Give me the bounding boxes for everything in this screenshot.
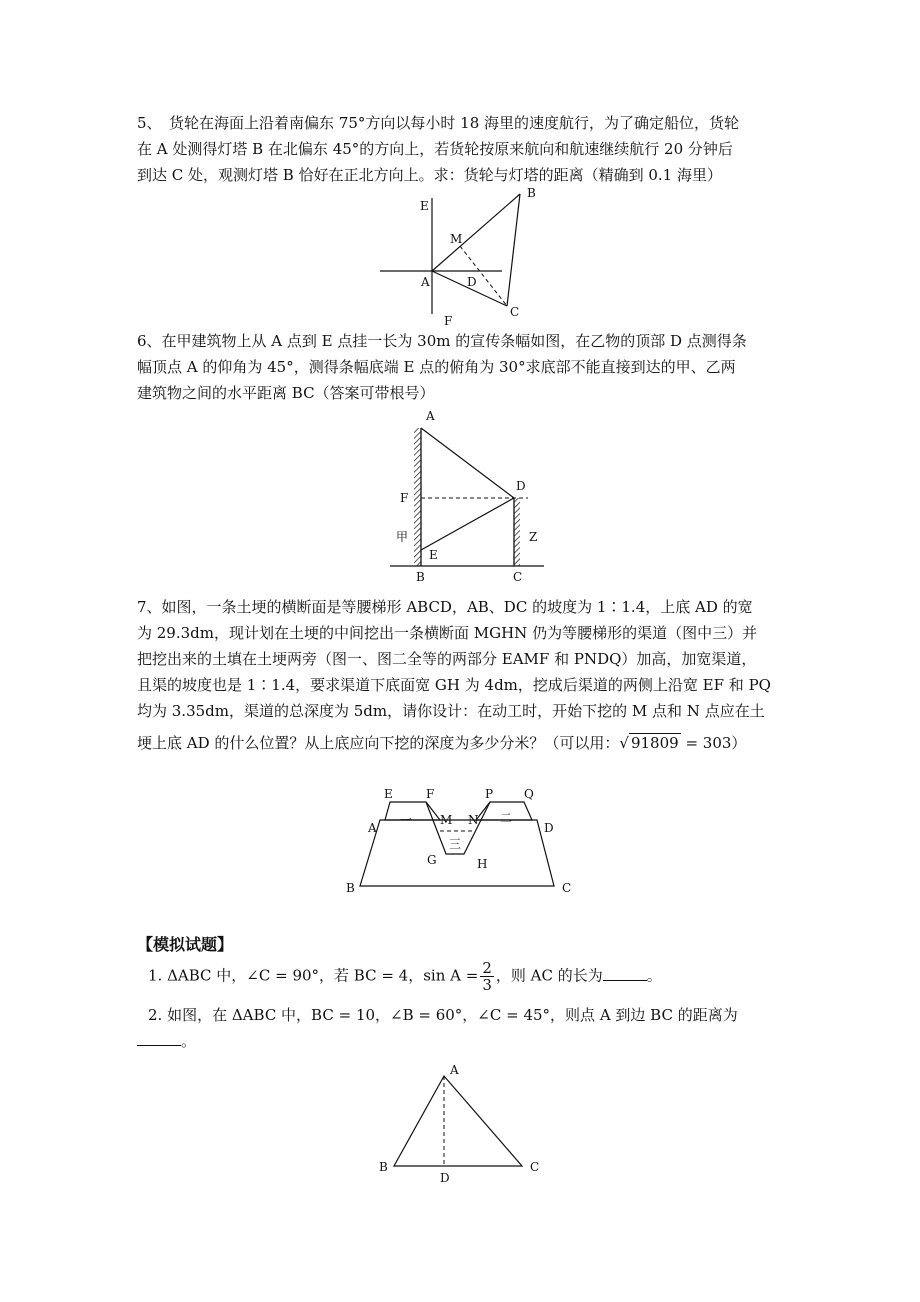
fraction-two-thirds [480,960,494,993]
label-G: G [427,853,437,867]
label-D: D [544,821,554,835]
label-jia: 甲 [396,530,409,544]
label-Z: Z [529,530,538,544]
section-heading: 【模拟试题】 [137,935,234,954]
label-B: B [527,186,536,200]
sqrt-result: = 303） [685,734,747,752]
problem-5-line-1: 5、 货轮在海面上沿着南偏东 75°方向以每小时 18 海里的速度航行，为了确定船位，货轮 [137,114,740,132]
problem-6-figure [380,404,560,586]
label-N: N [468,813,479,827]
question-2-line-1: 2. 如图，在 ΔABC 中，BC = 10，∠B = 60°，∠C = 45°，则点 A 到边 BC 的距离为 [148,1006,738,1024]
problem-6-text [137,328,787,406]
problem-7-line-1: 7、如图，一条土埂的横断面是等腰梯形 ABCD，AB、DC 的坡度为 1∶1.4，上底 AD 的宽 [137,598,753,616]
problem-5-figure [370,182,550,330]
label-M: M [440,813,453,827]
label-C: C [513,570,523,584]
label-A: A [368,821,377,835]
label-A: A [426,409,435,423]
building-yi-hatching [514,498,520,566]
question-1 [148,960,662,993]
label-C: C [510,305,520,319]
label-C: C [562,881,572,895]
label-D: D [516,479,526,493]
label-F: F [444,314,453,328]
label-M: M [450,232,463,246]
problem-7-figure [340,782,580,898]
fraction-denominator: 3 [482,976,492,994]
label-B: B [346,881,355,895]
label-Q: Q [524,787,534,801]
label-B: B [416,570,425,584]
fraction-numerator: 2 [482,959,492,977]
question-1-end: 。 [646,966,662,985]
label-D: D [440,1171,450,1185]
problem-7-line-2: 为 29.3dm，现计划在土埂的中间挖出一条横断面 MGHN 仍为等腰梯形的渠道（图中三）并 [137,624,758,642]
triangle-ABC [394,1076,522,1166]
label-A: A [421,275,430,289]
problem-5-line-2: 在 A 处测得灯塔 B 在北偏东 45°的方向上，若货轮按原来航向和航速继续航行 20 分钟后 [137,140,733,158]
label-one: 一 [400,813,413,827]
question-1-prefix: 1. ΔABC 中，∠C = 90°，若 BC = 4，sin A = [148,966,479,985]
label-E: E [384,787,393,801]
label-P: P [485,787,494,801]
label-F: F [426,787,435,801]
label-E: E [429,548,438,562]
problem-6-line-3: 建筑物之间的水平距离 BC（答案可带根号） [137,384,435,402]
segment-BC [507,194,520,306]
label-A: A [450,1063,459,1077]
problem-7-line-4: 且渠的坡度也是 1∶1.4，要求渠道下底面宽 GH 为 4dm，挖成后渠道的两侧上沿宽 EF 和 PQ [137,676,771,694]
label-E: E [420,199,429,213]
segment-AD [421,428,514,498]
problem-6-line-2: 幅顶点 A 的仰角为 45°，测得条幅底端 E 点的俯角为 30°求底部不能直接到达的甲、乙两 [137,358,736,376]
problem-5-text [137,110,787,188]
answer-blank-1 [603,966,647,981]
question-2-line-2 [137,1028,196,1054]
problem-7-text [137,594,787,756]
segment-ED [421,498,514,550]
label-B: B [379,1160,388,1174]
label-two: 二 [500,811,513,825]
problem-7-line-5: 均为 3.35dm，渠道的总深度为 5dm，请你设计：在动工时，开始下挖的 M 点和 N 点应在土 [137,702,765,720]
problem-7-line-3: 把挖出来的土填在土埂两旁（图一、图二全等的两部分 EAMF 和 PNDQ）加高，加宽渠道， [137,650,757,668]
sqrt-radicand: 91809 [630,734,679,752]
label-D: D [467,275,477,289]
problem-7-line-6-text: 埂上底 AD 的什么位置？从上底应向下挖的深度为多少分米？（可以用： [137,734,620,752]
mock-q2-figure [374,1060,554,1188]
segment-AB [432,194,520,271]
label-F: F [400,491,409,505]
label-C: C [530,1160,540,1174]
label-three: 三 [449,837,462,851]
problem-5-line-3: 到达 C 处，观测灯塔 B 恰好在正北方向上。求：货轮与灯塔的距离（精确到 0.1 海里） [137,166,722,184]
question-1-suffix: ，则 AC 的长为 [495,966,603,985]
problem-7-line-6: 埂上底 AD 的什么位置？从上底应向下挖的深度为多少分米？（可以用：√ 91809 = 303） [137,734,747,752]
question-2-end: 。 [181,1032,197,1050]
building-jia-hatching [414,428,421,566]
label-H: H [477,857,488,871]
problem-6-line-1: 6、在甲建筑物上从 A 点到 E 点挂一长为 30m 的宣传条幅如图，在乙物的顶部 D 点测得条 [137,332,747,350]
trapezoid-ABCD [360,820,554,886]
answer-blank-2 [137,1031,181,1046]
